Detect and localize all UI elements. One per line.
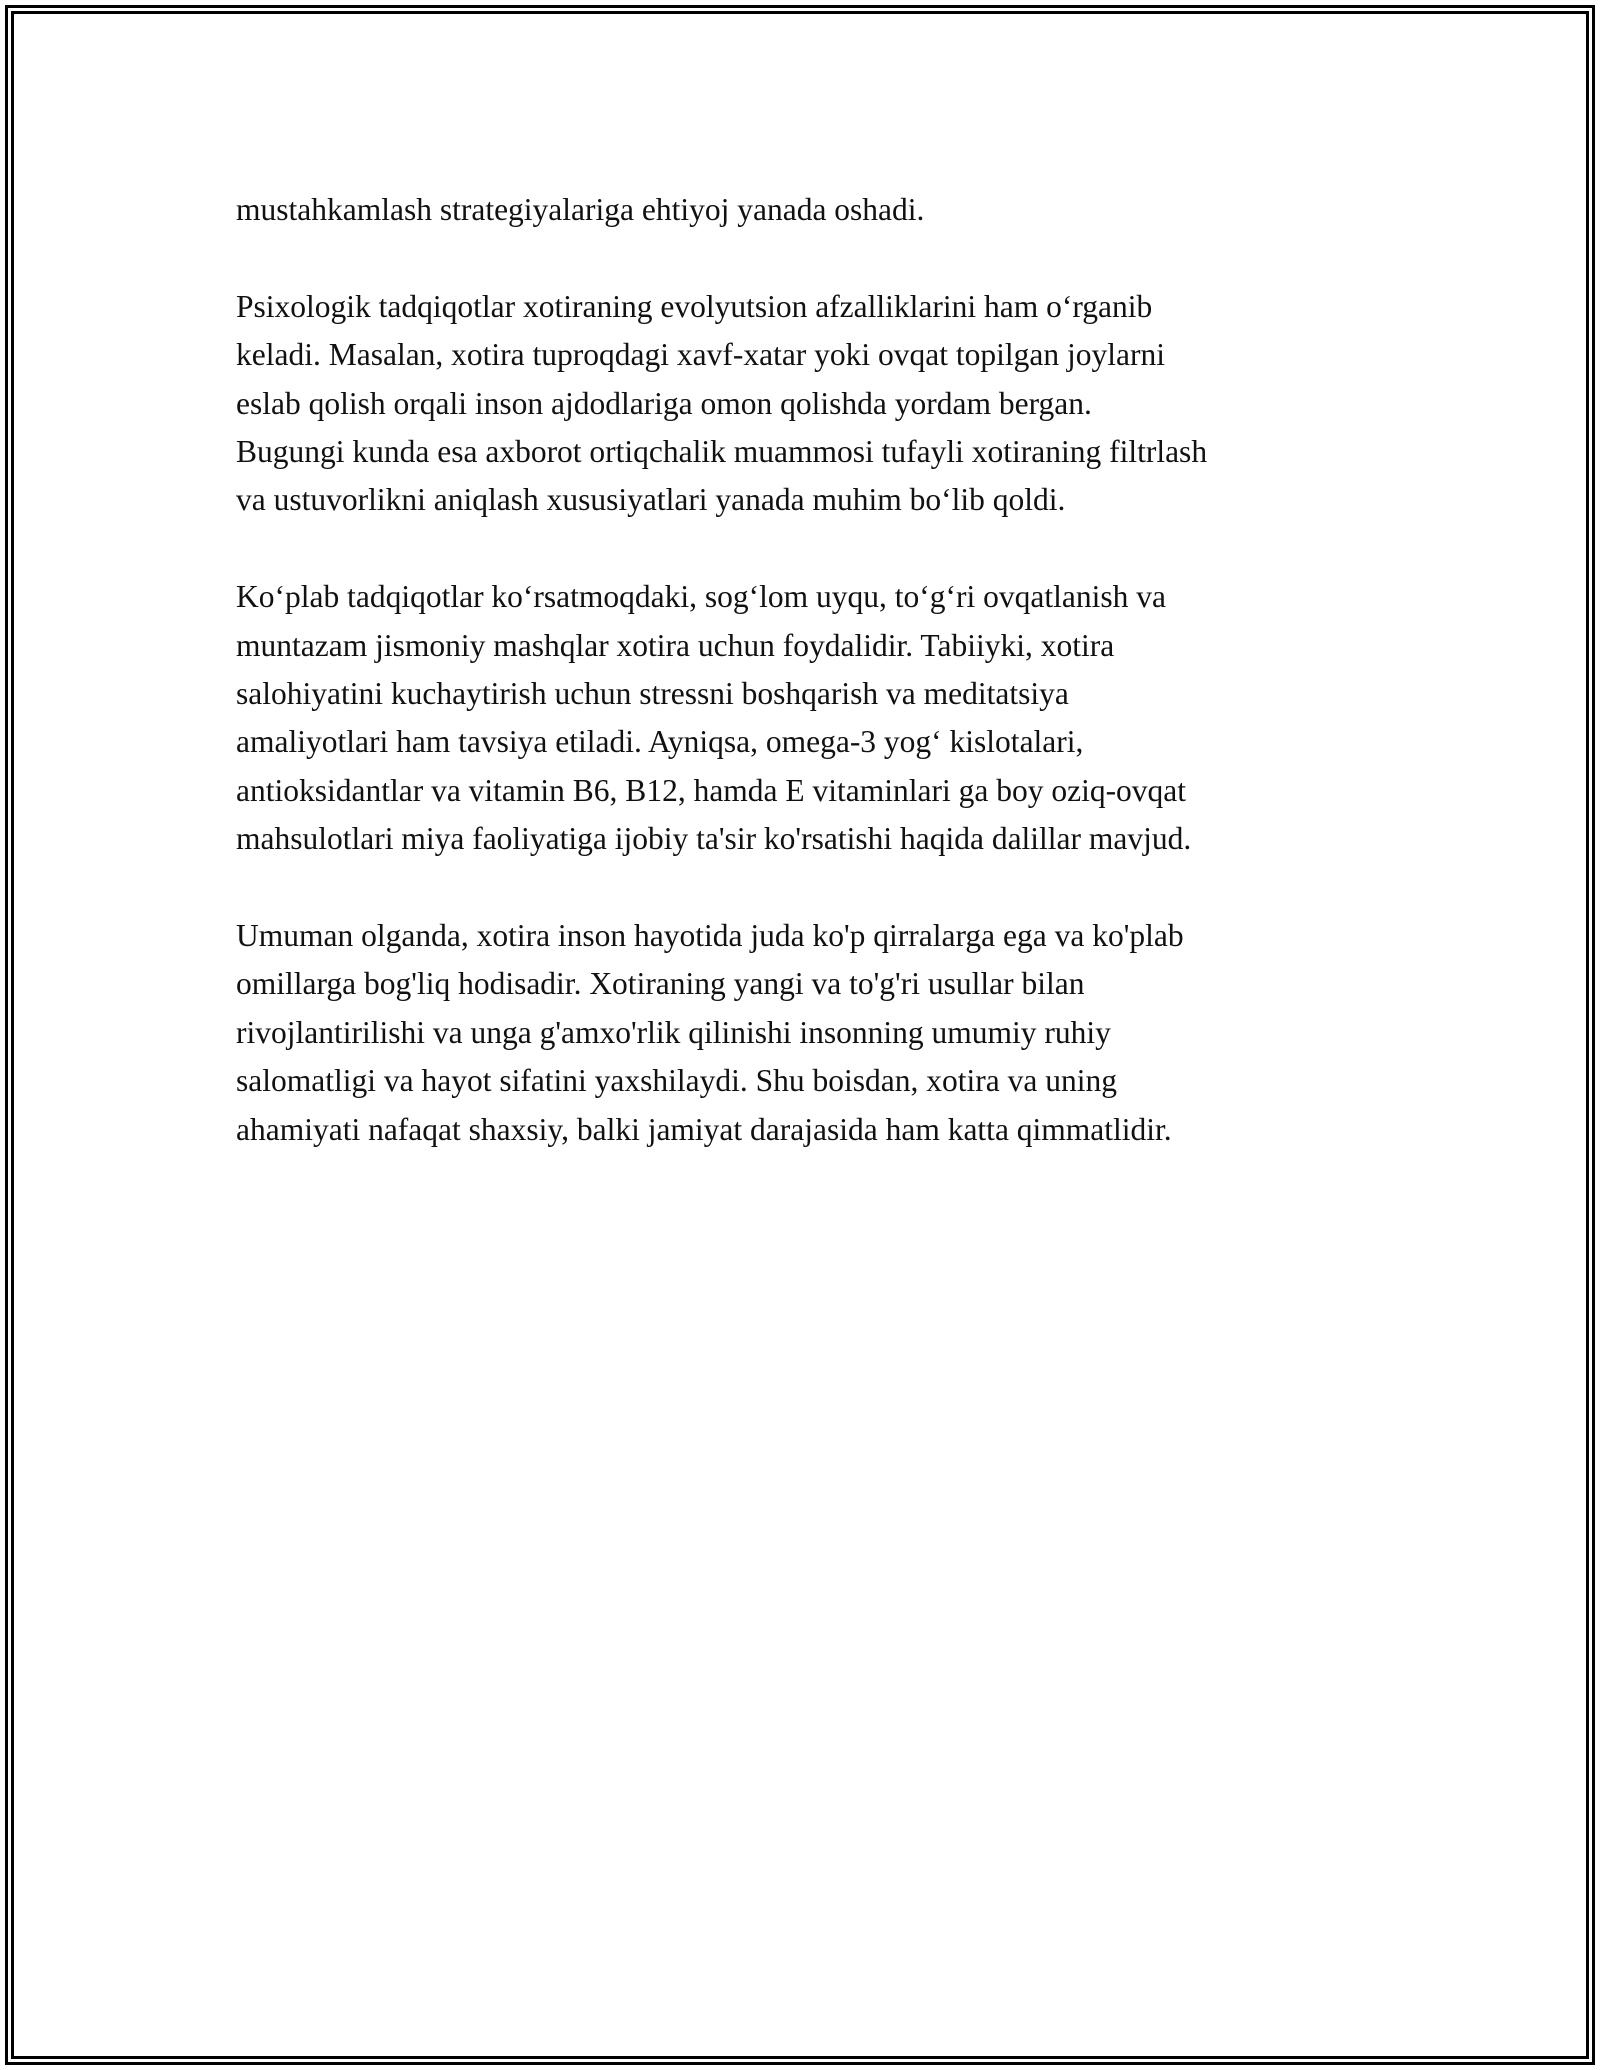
paragraph-4: Umuman olganda, xotira inson hayotida juda ko'p qirralarga ega va ko'plab omillarga bog'liq hodisadir. Xotiraning yangi va to'g'ri usullar bilan rivojlantirilishi va unga g'amxo'rlik qilinishi insonning umumiy ruhiy salomatligi va hayot sifatini yaxshilaydi. Shu boisdan, xotira va uning ahamiyati nafaqat shaxsiy, balki jamiyat darajasida ham katta qimmatlidir. xyxy=(236,918,1184,1147)
document-body xyxy=(236,186,1396,1202)
paragraph-2: Psixologik tadqiqotlar xotiraning evolyutsion afzalliklarini ham o‘rganib keladi. Masalan, xotira tuproqdagi xavf-xatar yoki ovqat topilgan joylarni eslab qolish orqali inson ajdodlariga omon qolishda yordam bergan. Bugungi kunda esa axborot ortiqchalik muammosi tufayli xotiraning filtrlash va ustuvorlikni aniqlash xususiyatlari yanada muhim bo‘lib qoldi. xyxy=(236,288,1208,518)
paragraph-3: Ko‘plab tadqiqotlar ko‘rsatmoqdaki, sog‘lom uyqu, to‘g‘ri ovqatlanish va muntazam jismoniy mashqlar xotira uchun foydalidir. Tabiiyki, xotira salohiyatini kuchaytirish uchun stressni boshqarish va meditatsiya amaliyotlari ham tavsiya etiladi. Ayniqsa, omega-3 yog‘ kislotalari, antioksidantlar va vitamin B6, B12, hamda E vitaminlari ga boy oziq-ovqat mahsulotlari miya faoliyatiga ijobiy ta'sir ko'rsatishi haqida dalillar mavjud. xyxy=(236,579,1192,857)
paragraph-1: mustahkamlash strategiyalariga ehtiyoj yanada oshadi. xyxy=(236,192,925,227)
